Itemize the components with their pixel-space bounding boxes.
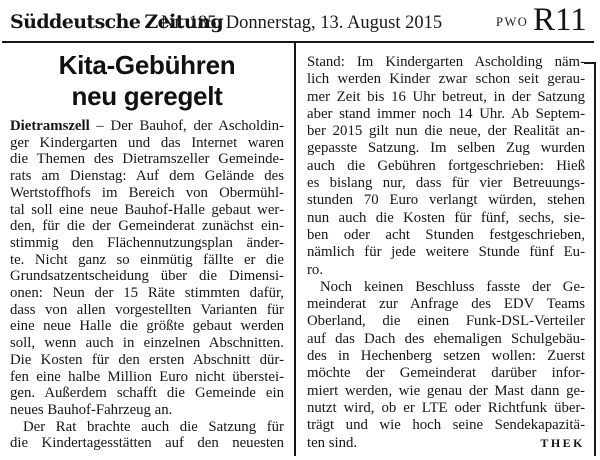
text-line: nutzt wird, ob er LTE oder Richtfunk über- (307, 399, 585, 416)
text-line: Grundsatzentscheidung über die Dimensi- (10, 268, 284, 285)
left-paragraph-2 (10, 419, 284, 452)
headline-line-1: Kita-Gebühren (58, 50, 236, 80)
text-line: aber stand immer noch 14 Uhr. Ab Septem- (307, 105, 585, 122)
text-line: miert werden, wie genau der Mast dann ge- (307, 382, 585, 399)
headline-line-2: neu geregelt (71, 81, 223, 111)
issue-date-line: Nr. 185, Donnerstag, 13. August 2015 (161, 13, 443, 33)
text-line: die Themen des Dietramszeller Gemeinde- (10, 151, 284, 168)
text-line: Stand: Im Kindergarten Ascholding näm- (307, 54, 585, 70)
text-line: ro. (307, 261, 324, 278)
text-line: eine neue Halle die größte gebaut werden (10, 318, 284, 335)
text-line: möchte der Gemeinderat darüber infor- (307, 365, 585, 382)
text-line: Oberland, die einen Funk-DSL-Verteiler (307, 313, 585, 330)
last-line-text: ten sind. (307, 434, 358, 451)
text-line: Noch keinen Beschluss fasste der Ge- (320, 278, 585, 295)
lead-line-text: – Der Bauhof, der Ascholdin- (89, 118, 284, 134)
text-line: fen eine halbe Million Euro nicht überstei- (10, 368, 284, 385)
text-line: des in Hechenberg setzen wollen: Zuerst (307, 348, 585, 365)
text-line: ben oder acht Stunden festgeschrieben, (307, 226, 585, 243)
text-line: gepasste Satzung. Im selben Zug wurden (307, 140, 585, 157)
page-number: R11 (533, 2, 587, 38)
text-line: stunden 70 Euro verlangt würden, stehen (307, 192, 585, 209)
section-code: PWO (496, 15, 529, 29)
article-last-line (307, 435, 585, 452)
text-line: onen: Neun der 15 Räte stimmten dafür, (10, 285, 284, 302)
author-signature: THEK (540, 435, 585, 450)
text-line: mer Zeit bis 16 Uhr betreut, in der Satzung (307, 88, 585, 105)
text-line: stimmig den Flächennutzungsplan änder- (10, 234, 284, 251)
text-line: ger Kindergarten und das Internet waren (10, 134, 284, 151)
text-line: gen. Außerdem schafft die Gemeinde ein (10, 385, 284, 402)
text-line: es bislang nur, dass für vier Betreuungs- (307, 175, 585, 192)
text-line: neues Bauhof-Fahrzeug an. (10, 401, 173, 418)
text-line: nun auch die Kosten für fünf, sechs, sie- (307, 209, 585, 226)
article-headline (10, 50, 284, 112)
text-line: meinderat zur Anfrage des EDV Teams (307, 296, 585, 313)
text-line: ber 2015 gilt nun die neue, der Realität an- (307, 123, 585, 140)
text-line: Der Rat brachte auch die Satzung für (23, 418, 284, 435)
text-line: dass von allen vorgestellten Varianten für (10, 301, 284, 318)
text-line: Die Kosten für den ersten Abschnitt dür- (10, 351, 284, 368)
text-line: trägt und wie hoch seine Sendekapazitä- (307, 417, 585, 434)
text-line: auf das Dach des ehemaligen Schulgebäu- (307, 330, 585, 347)
left-column (10, 46, 284, 452)
text-line: Wertstoffhofs im Bereich von Obermühl- (10, 184, 284, 201)
text-line: die Kindertagesstätten auf den neuesten (10, 435, 284, 452)
text-line: soll, wenn auch in einzelnen Abschnitten. (10, 335, 284, 352)
column-divider (294, 43, 296, 456)
right-paragraph-2 (307, 279, 585, 435)
clipping-right-border (594, 62, 596, 456)
left-paragraph-1 (10, 135, 284, 419)
text-line: den, für die der Gemeinderat zunächst ein- (10, 218, 284, 235)
right-column (307, 54, 585, 452)
text-line: tal soll eine neue Bauhof-Halle gebaut wer- (10, 201, 284, 218)
text-line: lich werden Kinder zwar schon seit gerau- (307, 71, 585, 88)
header-rule (2, 41, 594, 43)
text-line: auch die Gebühren fortgeschrieben: Hieß (307, 157, 585, 174)
text-line: te. Nicht ganz so einmütig fällte er die (10, 251, 284, 268)
clipping-corner-mark (584, 62, 596, 64)
text-line: rats am Dienstag: Auf dem Gelände des (10, 168, 284, 185)
text-line: nämlich für jede weitere Stunde fünf Eu- (307, 244, 585, 261)
right-paragraph-1 (307, 54, 585, 279)
lead-line (10, 118, 284, 135)
dateline: Dietramszell (10, 118, 90, 134)
newspaper-masthead-logo: Süddeutsche Zeitung (10, 11, 224, 33)
